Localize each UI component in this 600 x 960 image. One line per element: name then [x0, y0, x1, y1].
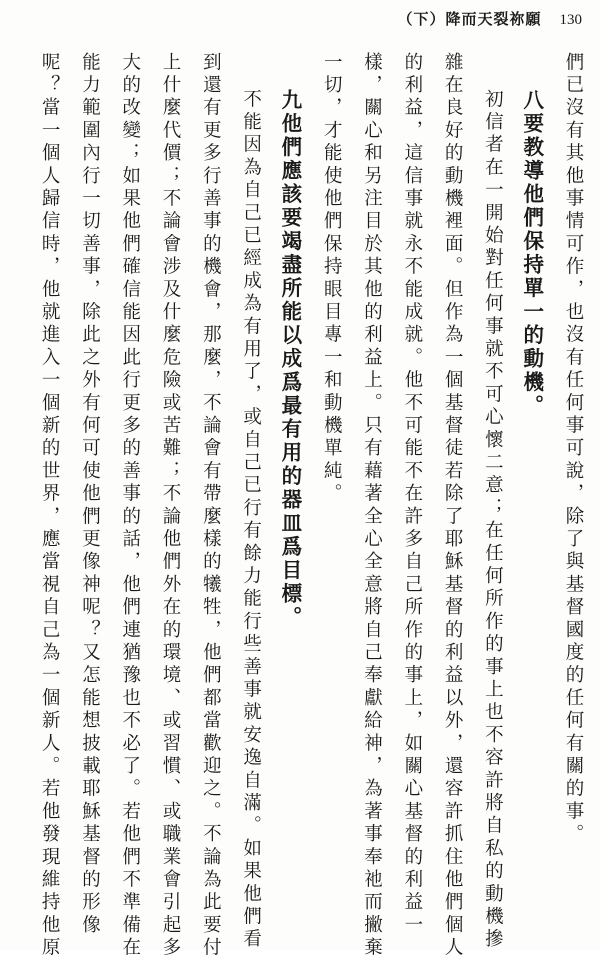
text-column: 上什麼代價；不論會涉及什麼危險或苦難；不論他們外在的環境、或習慣、或職業會引起多: [160, 52, 182, 960]
running-title: （下）降而天裂祢願: [397, 10, 542, 28]
paragraph-start-column: 不能因為自己已經成為有用了，或自己已行有餘力能行些善事就安逸自滿。如果他們看: [240, 89, 262, 952]
text-column: 的利益，這信事就永不能成就。他不可能不在許多自己所作的事上，如關心基督的利益一: [401, 52, 423, 938]
section-heading-9: 九他們應該要竭盡所能以成爲最有用的器皿爲目標。: [277, 89, 302, 630]
text-column: 樣，關心和另注目於其他的利益上。只有藉著全心全意將自己奉獻給神，為著事奉祂而撇棄: [361, 52, 383, 960]
text-column: 一切，才能使他們保持眼目專一和動機單純。: [321, 52, 343, 506]
text-column: 到還有更多行善事的機會，那麼，不論會有帶麼樣的犧牲，他們都當歡迎之。不論為此要付: [200, 52, 222, 960]
page-number: 130: [559, 12, 582, 28]
text-column: 呢？當一個人歸信時，他就進入一個新的世界，應當視自己為一個新人。若他發現維持他原: [39, 52, 61, 960]
text-column: 雜在良好的動機裡面。但作為一個基督徒若除了耶穌基督的利益以外，還容許抓住他們個人: [442, 52, 464, 960]
vertical-body-text: [18, 52, 584, 960]
text-column: 大的改變；如果他們確信能因此行更多的善事的話，他們連猶豫也不必了。若他們不準備在: [119, 52, 141, 960]
paragraph-start-column: 初信者在一開始對任何事就不可心懷二意；在任何所作的事上也不容許將自私的動機摻: [482, 89, 504, 952]
text-column: 能力範圍內行一切善事，除此之外有何可使他們更像神呢？又怎能想披載耶穌基督的形像: [79, 52, 101, 938]
page-header: [397, 8, 582, 29]
text-column: 們已沒有其他事情可作，也沒有任何事可說，除了與基督國度的任何有關的事。: [563, 52, 584, 847]
section-heading-8: 八要教導他們保持單一的動機。: [519, 89, 544, 418]
